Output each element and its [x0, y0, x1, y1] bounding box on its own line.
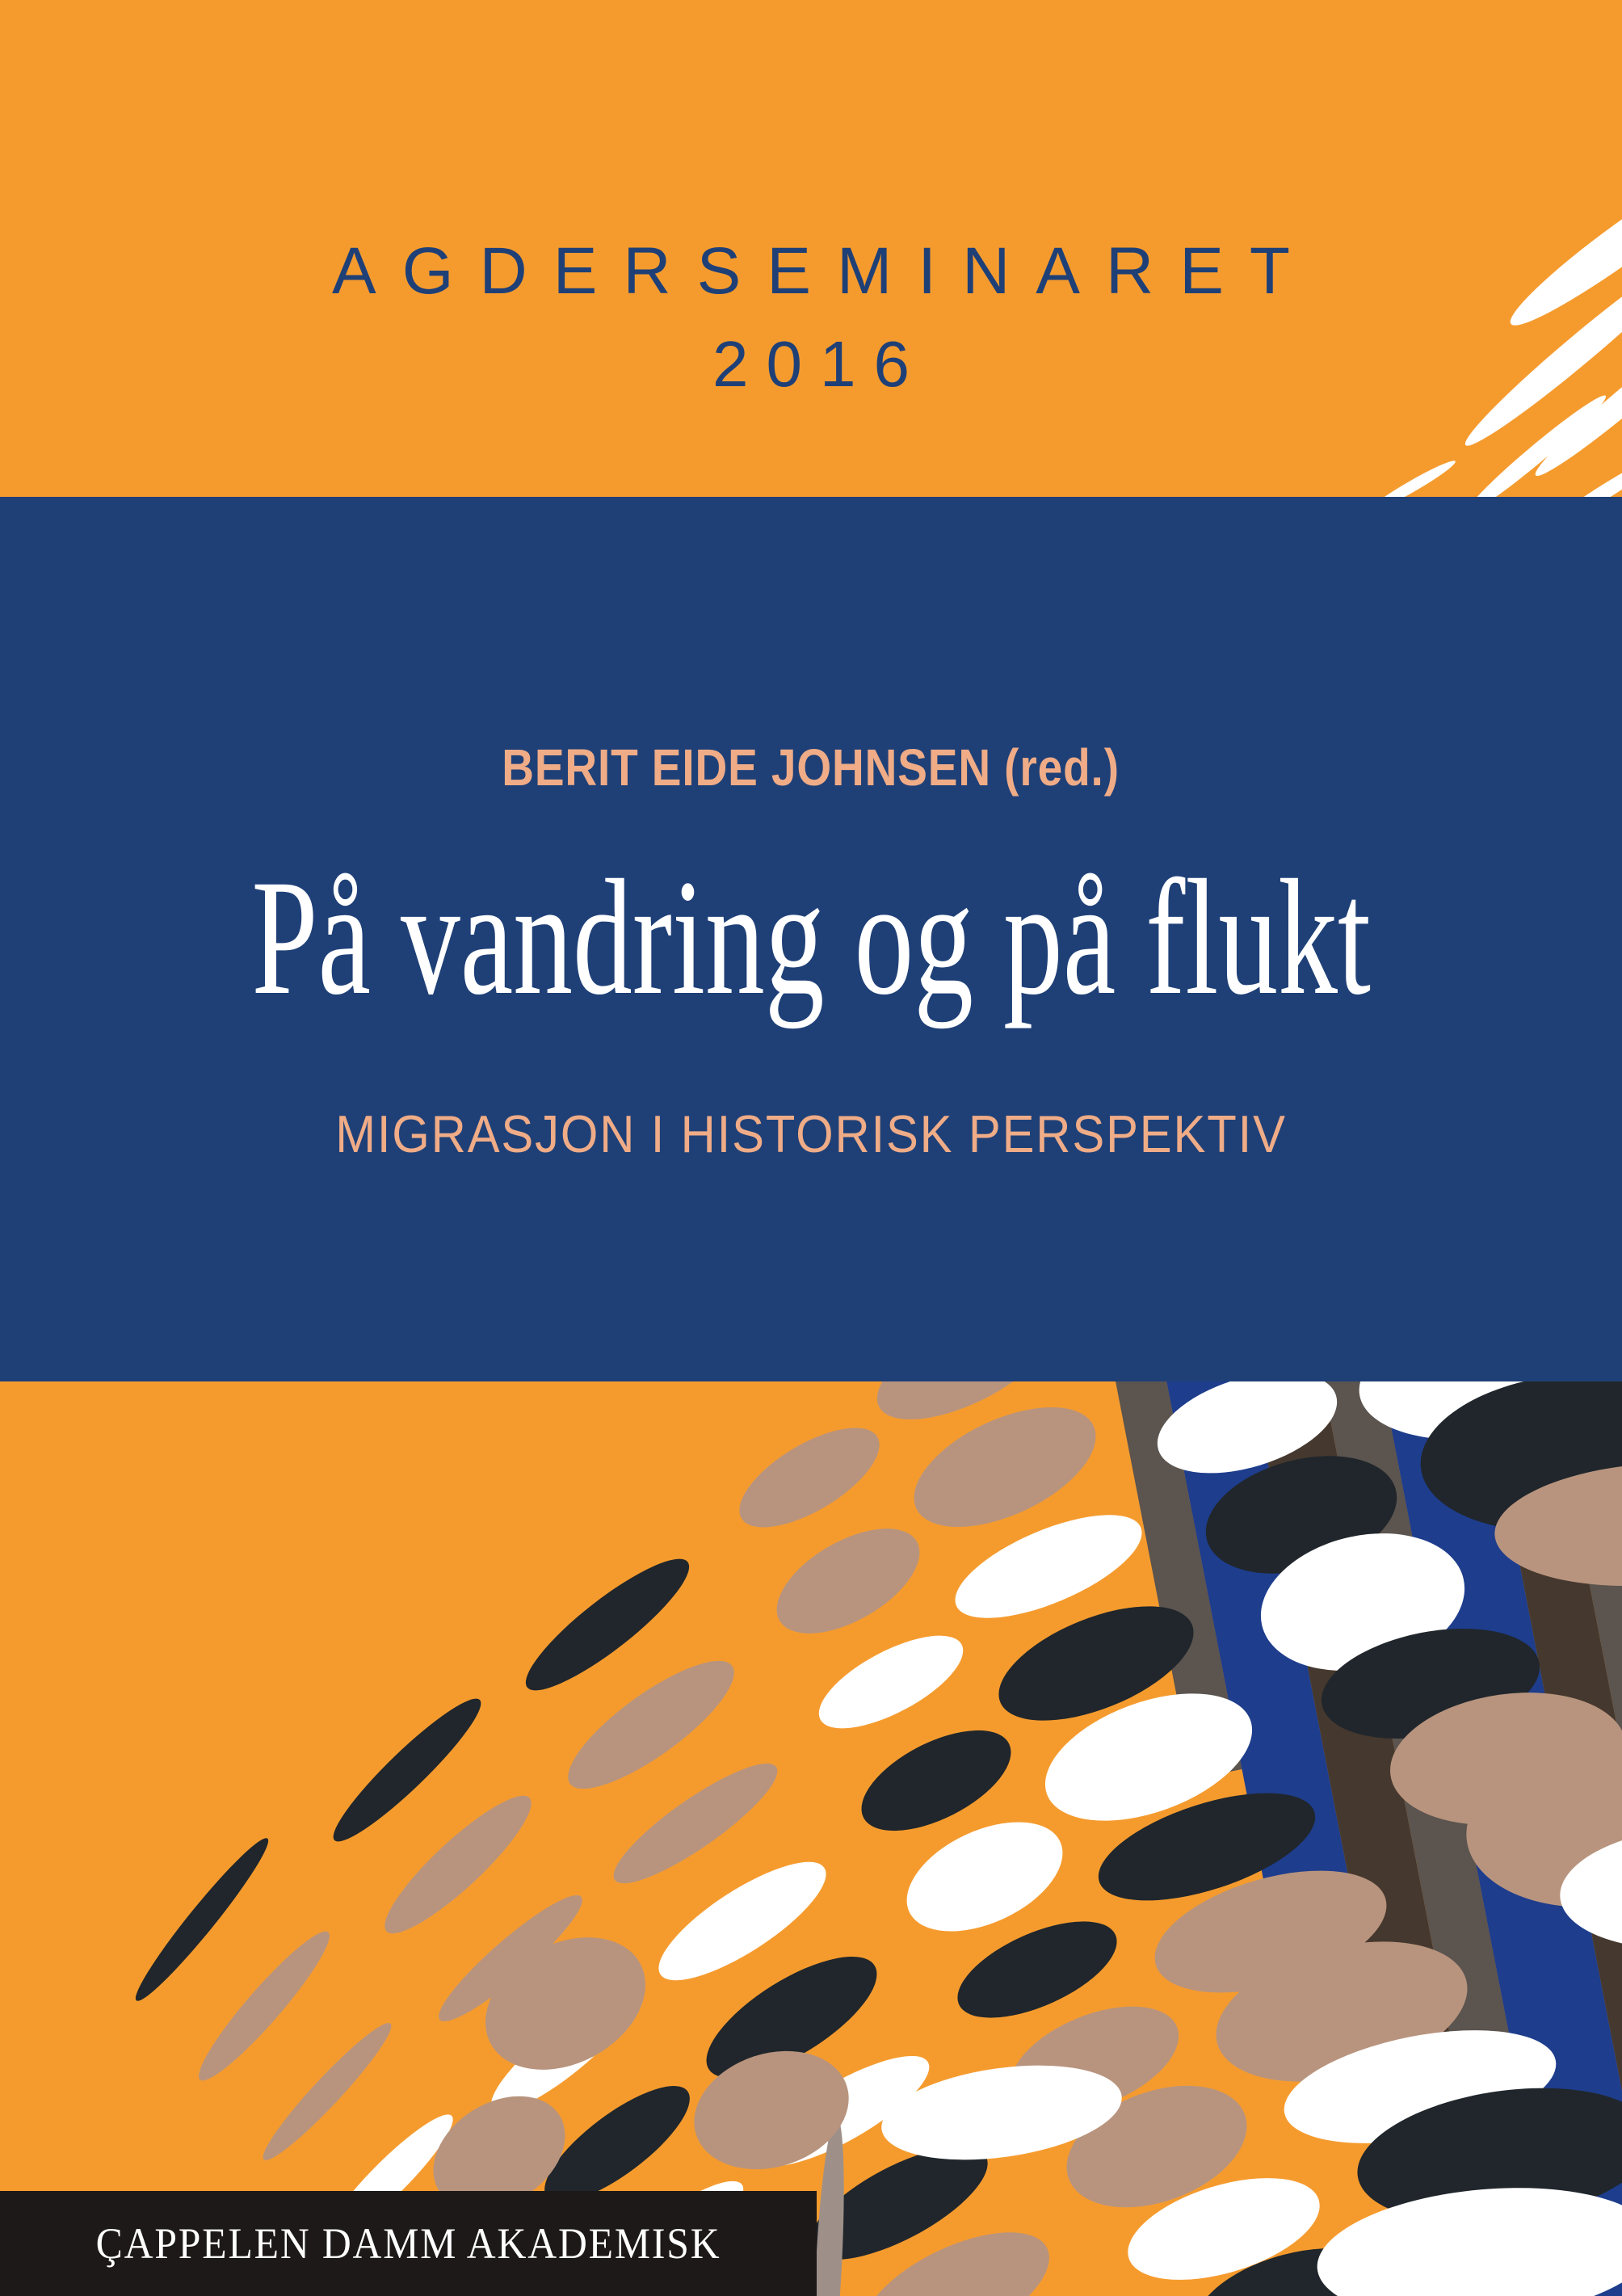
book-title	[0, 846, 1622, 1029]
title-band	[0, 497, 1622, 1381]
author-line	[0, 739, 1622, 796]
publisher-bar	[0, 2191, 817, 2296]
book-subtitle-text: MIGRASJON I HISTORISK PERSPEKTIV	[335, 1104, 1287, 1163]
series-year	[0, 330, 1622, 399]
series-year-text: 2016	[712, 328, 927, 400]
series-title	[0, 236, 1622, 307]
header-band	[0, 0, 1622, 497]
publisher-name: ÇAPPELEN DAMM AKADEMISK	[95, 2219, 721, 2268]
ellipse-pattern-art	[0, 1381, 1622, 2296]
pattern-band	[0, 1381, 1622, 2296]
book-subtitle	[0, 1106, 1622, 1163]
series-title-text: AGDERSEMINARET	[332, 234, 1316, 308]
author-text: BERIT EIDE JOHNSEN (red.)	[502, 738, 1120, 797]
book-title-text: På vandring og på flukt	[251, 846, 1371, 1029]
